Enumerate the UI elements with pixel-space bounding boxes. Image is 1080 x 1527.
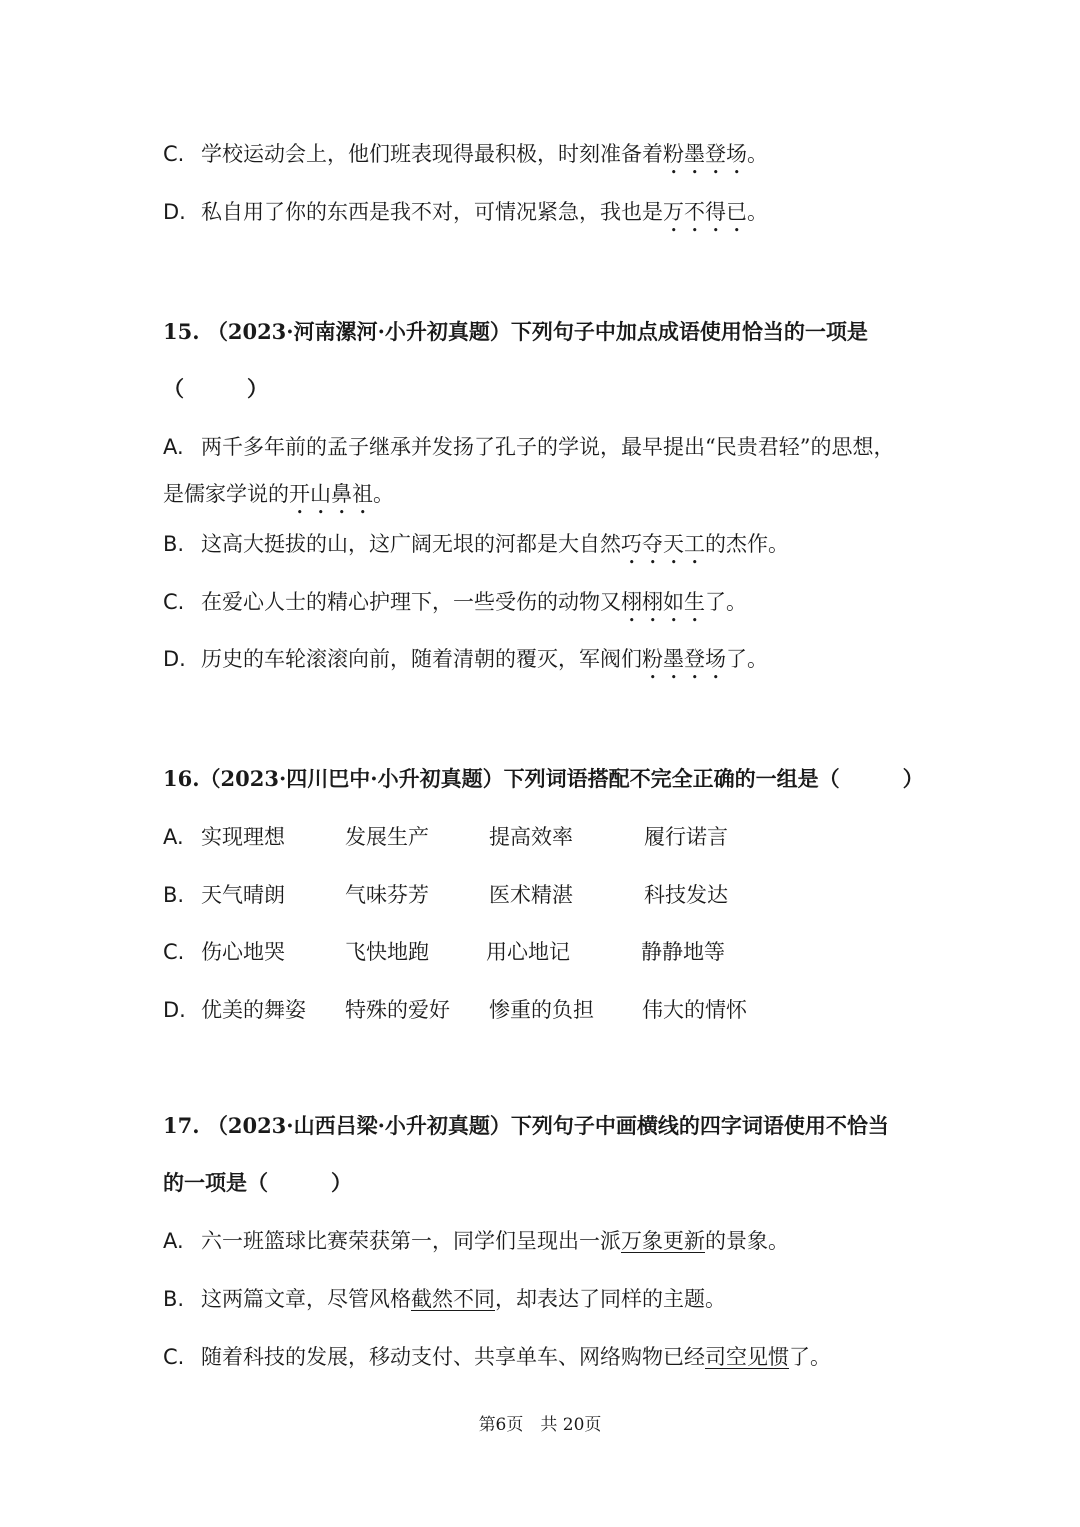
option-letter: B. bbox=[163, 532, 185, 556]
q17-title: 17. （2023·山西吕梁·小升初真题）下列句子中画横线的四字词语使用不恰当 bbox=[163, 1113, 889, 1138]
q15-option-a-line2 bbox=[163, 479, 394, 519]
option-text-end: 了。 bbox=[789, 1345, 831, 1369]
option-text: 这高大挺拔的山，这广阔无垠的河都是大自然 bbox=[201, 532, 621, 556]
word-cell: 气味芬芳 bbox=[345, 883, 429, 907]
q17-option-b bbox=[163, 1284, 726, 1314]
word-cell: 惨重的负担 bbox=[489, 998, 594, 1022]
option-text-end: 。 bbox=[747, 142, 768, 166]
option-text: 私自用了你的东西是我不对，可情况紧急，我也是 bbox=[201, 200, 663, 224]
word-cell: 发展生产 bbox=[345, 825, 429, 849]
q14-option-c bbox=[163, 139, 768, 179]
option-text-end: 了。 bbox=[705, 590, 747, 614]
option-text-end: 。 bbox=[373, 482, 394, 506]
option-text: 两千多年前的孟子继承并发扬了孔子的学说，最早提出“民贵君轻”的思想， bbox=[201, 435, 895, 459]
word-cell: 用心地记 bbox=[486, 940, 570, 964]
q14-option-d bbox=[163, 197, 768, 237]
q15-option-a-line1 bbox=[163, 432, 894, 462]
option-letter: A. bbox=[163, 1229, 184, 1253]
word-cell: 医术精湛 bbox=[489, 883, 573, 907]
option-text-end: 了。 bbox=[726, 647, 768, 671]
word-cell: 履行诺言 bbox=[644, 825, 728, 849]
option-text: 在爱心人士的精心护理下，一些受伤的动物又 bbox=[201, 590, 621, 614]
option-letter: C. bbox=[163, 590, 185, 614]
option-letter: C. bbox=[163, 142, 185, 166]
underlined-idiom: 司空见惯 bbox=[705, 1345, 789, 1369]
word-cell: 提高效率 bbox=[489, 825, 573, 849]
q15-option-b bbox=[163, 529, 789, 569]
underlined-idiom: 截然不同 bbox=[411, 1287, 495, 1311]
word-cell: 实现理想 bbox=[201, 825, 285, 849]
word-cell: 天气晴朗 bbox=[201, 883, 285, 907]
dotted-idiom: 万不得已 bbox=[663, 200, 747, 224]
option-letter: B. bbox=[163, 883, 185, 907]
underlined-idiom: 万象更新 bbox=[621, 1229, 705, 1253]
word-cell: 科技发达 bbox=[644, 883, 728, 907]
option-text-end: 的杰作。 bbox=[705, 532, 789, 556]
option-letter: C. bbox=[163, 940, 185, 964]
q15-answer-blank: （ ） bbox=[163, 376, 268, 401]
dotted-idiom: 开山鼻祖 bbox=[289, 482, 373, 506]
q15-option-c bbox=[163, 587, 747, 627]
option-letter: D. bbox=[163, 647, 186, 671]
option-letter: A. bbox=[163, 825, 184, 849]
option-text: 这两篇文章，尽管风格 bbox=[201, 1287, 411, 1311]
word-cell: 飞快地跑 bbox=[345, 940, 429, 964]
option-text: 历史的车轮滚滚向前，随着清朝的覆灭，军阀们 bbox=[201, 647, 642, 671]
q17-title-cont: 的一项是（ ） bbox=[163, 1170, 352, 1195]
dotted-idiom: 粉墨登场 bbox=[663, 142, 747, 166]
page-number-footer: 第6页 共 20页 bbox=[478, 1415, 602, 1435]
q16-title: 16.（2023·四川巴中·小升初真题）下列词语搭配不完全正确的一组是（ ） bbox=[163, 766, 924, 791]
word-cell: 伤心地哭 bbox=[201, 940, 285, 964]
option-letter: D. bbox=[163, 998, 186, 1022]
word-cell: 特殊的爱好 bbox=[345, 998, 450, 1022]
q15-option-d bbox=[163, 644, 768, 684]
option-letter: C. bbox=[163, 1345, 185, 1369]
option-letter: D. bbox=[163, 200, 186, 224]
option-text: 六一班篮球比赛荣获第一，同学们呈现出一派 bbox=[201, 1229, 621, 1253]
option-text: 学校运动会上，他们班表现得最积极，时刻准备着 bbox=[201, 142, 663, 166]
q17-option-c bbox=[163, 1342, 831, 1372]
option-text-end: ，却表达了同样的主题。 bbox=[495, 1287, 726, 1311]
option-text-end: 。 bbox=[747, 200, 768, 224]
q17-option-a bbox=[163, 1226, 789, 1256]
word-cell: 优美的舞姿 bbox=[201, 998, 306, 1022]
word-cell: 静静地等 bbox=[641, 940, 725, 964]
option-letter: B. bbox=[163, 1287, 185, 1311]
word-cell: 伟大的情怀 bbox=[642, 998, 747, 1022]
option-text: 随着科技的发展，移动支付、共享单车、网络购物已经 bbox=[201, 1345, 705, 1369]
option-text-end: 的景象。 bbox=[705, 1229, 789, 1253]
dotted-idiom: 栩栩如生 bbox=[621, 590, 705, 614]
option-letter: A. bbox=[163, 435, 184, 459]
dotted-idiom: 巧夺天工 bbox=[621, 532, 705, 556]
dotted-idiom: 粉墨登场 bbox=[642, 647, 726, 671]
option-text: 是儒家学说的 bbox=[163, 482, 289, 506]
q15-title: 15. （2023·河南漯河·小升初真题）下列句子中加点成语使用恰当的一项是 bbox=[163, 319, 868, 344]
